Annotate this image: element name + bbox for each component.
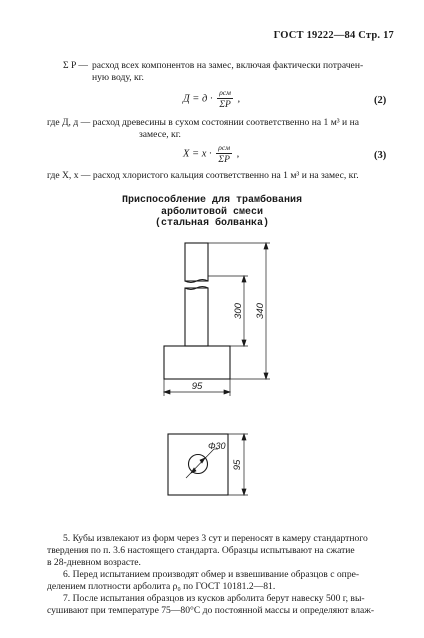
def-3-line1: где X, x — расход хлористого кальция соответственно на 1 м³ и на замес, кг. — [47, 170, 359, 181]
sum-def-line1: расход всех компонентов на замес, включая фактически потрачен- — [92, 60, 364, 71]
formula-2-denominator: ΣP — [219, 100, 231, 110]
formula-2-tail: , — [237, 93, 241, 105]
page-number: Стр. 17 — [358, 30, 394, 41]
formula-3-numerator: ρсм — [218, 143, 231, 152]
dim-phi30-label: Φ30 — [208, 441, 226, 451]
handle-upper — [185, 243, 208, 281]
formula-3-tail: , — [236, 148, 240, 160]
para-5-line2: твердения по п. 3.6 настоящего стандарта. Образцы испытывают на сжатие — [47, 545, 355, 556]
sum-def-line2: ную воду, кг. — [92, 72, 144, 83]
def-2-line1: где Д, д — расход древесины в сухом состоянии соответственно на 1 м³ и на — [47, 117, 359, 128]
para-7-line2: сушивают при температуре 75—80°С до постоянной массы и определяют влаж- — [47, 605, 375, 616]
sum-symbol: Σ P — — [63, 60, 88, 71]
para-5-line1: 5. Кубы извлекают из форм через 3 сут и переносят в камеру стандартного — [63, 533, 368, 544]
dim-340-label: 340 — [255, 303, 266, 319]
handle-lower — [185, 288, 208, 346]
figure-caption-line3: (стальная болванка) — [154, 218, 270, 229]
plan-hole — [189, 455, 208, 474]
standard-number: ГОСТ 19222—84 — [273, 30, 356, 41]
base-block — [164, 346, 230, 379]
para-6-line1: 6. Перед испытанием производят обмер и взвешивание образцов с опре- — [63, 569, 360, 580]
dim-95-width-label: 95 — [191, 381, 203, 392]
dim-95-side-label: 95 — [232, 459, 243, 471]
figure-caption-line2: арболитовой смеси — [160, 206, 264, 218]
formula-2-number: (2) — [374, 95, 387, 106]
formula-2-numerator: ρсм — [219, 88, 231, 97]
def-2-line2: замесе, кг. — [139, 129, 181, 140]
dim-300-label: 300 — [233, 303, 244, 319]
para-5-line3: в 28-дневном возрасте. — [47, 557, 141, 568]
formula-3-denominator: ΣP — [218, 155, 230, 165]
figure-caption-line1: Приспособление для трамбования — [121, 195, 303, 206]
para-6-line2: делением плотности арболита ρ₀ по ГОСТ 10181.2—81. — [47, 581, 276, 592]
formula-2-lhs: Д = д · — [183, 93, 213, 105]
formula-3-number: (3) — [374, 150, 387, 161]
para-7-line1: 7. После испытания образцов из кусков арболита берут навеску 500 г, вы- — [63, 593, 365, 604]
formula-3-lhs: X = x · — [183, 148, 212, 160]
